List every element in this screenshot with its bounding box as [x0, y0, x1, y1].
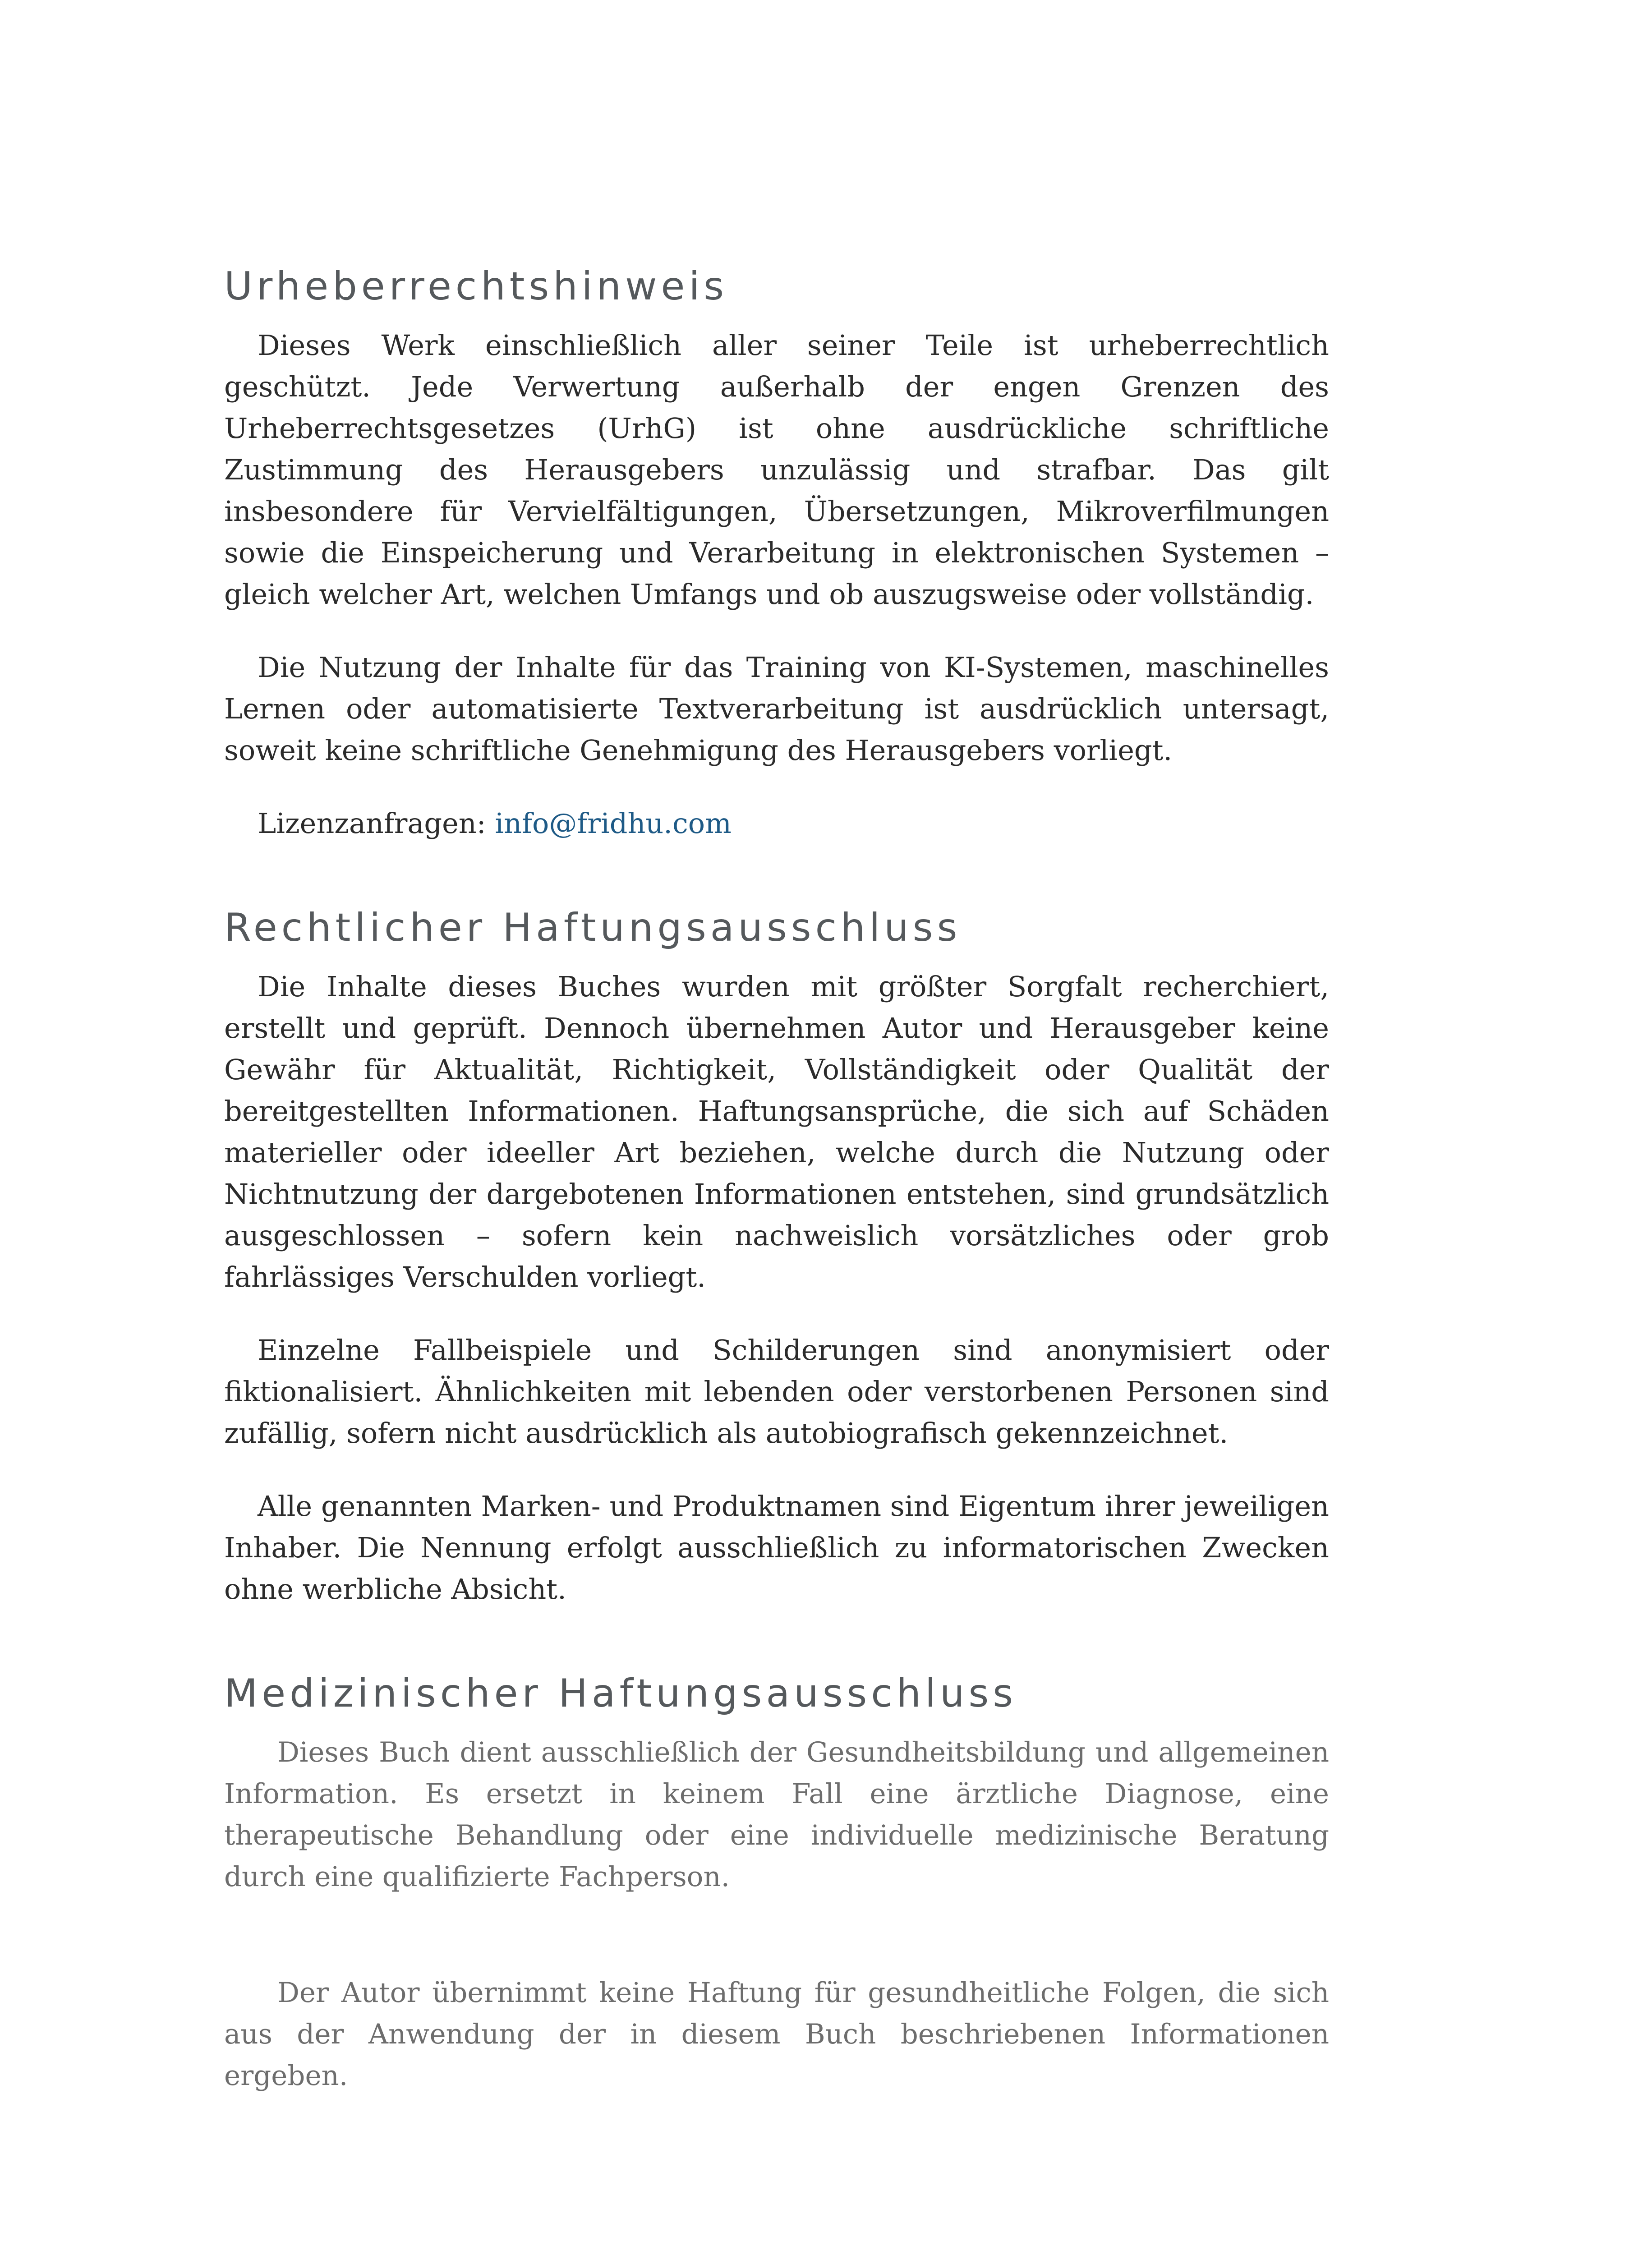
copyright-paragraph-1: Dieses Werk einschließlich aller seiner Teile ist urheberrechtlich geschützt. Jede Verwertung außerhalb der engen Grenzen des Urheberrechtsgesetzes (UrhG) ist ohne ausdrückliche schriftliche Zustimmung des Herausgebers unzulässig und strafbar. Das gilt insbesondere für Vervielfältigungen, Übersetzungen, Mikroverfilmungen sowie die Einspeicherung und Verarbeitung in elektronischen Systemen – gleich welcher Art, welchen Umfangs und ob auszugsweise oder vollständig. [224, 329, 1329, 611]
legal-paragraph-1: Die Inhalte dieses Buches wurden mit größter Sorgfalt recherchiert, erstellt und geprüft. Dennoch übernehmen Autor und Herausgeber keine Gewähr für Aktualität, Richtigkeit, Vollständigkeit oder Qualität der bereitgestellten Informationen. Haftungsansprüche, die sich auf Schäden materieller oder ideeller Art beziehen, welche durch die Nutzung oder Nichtnutzung der dargebotenen Informationen entstehen, sind grundsätzlich ausgeschlossen – sofern kein nachweislich vorsätzliches oder grob fahrlässiges Verschulden vorliegt. [224, 970, 1329, 1293]
legal-paragraph-3: Alle genannten Marken- und Produktnamen sind Eigentum ihrer jeweiligen Inhaber. Die Nennung erfolgt ausschließlich zu informatorischen Zwecken ohne werbliche Absicht. [224, 1490, 1329, 1606]
section-heading-copyright: Urheberrechtshinweis [224, 264, 728, 309]
copyright-paragraph-2: Die Nutzung der Inhalte für das Training von KI-Systemen, maschinelles Lernen oder automatisierte Textverarbeitung ist ausdrücklich untersagt, soweit keine schriftliche Genehmigung des Herausgebers vorliegt. [224, 651, 1329, 767]
license-email-link[interactable]: info@fridhu.com [495, 807, 732, 840]
medical-paragraph-2: Der Autor übernimmt keine Haftung für gesundheitliche Folgen, die sich aus der Anwendung der in diesem Buch beschriebenen Informationen ergeben. [224, 1977, 1329, 2092]
section-heading-legal-disclaimer: Rechtlicher Haftungsausschluss [224, 905, 962, 950]
section-heading-medical-disclaimer: Medizinischer Haftungsausschluss [224, 1671, 1017, 1716]
medical-paragraph-1: Dieses Buch dient ausschließlich der Gesundheitsbildung und allgemeinen Information. Es ersetzt in keinem Fall eine ärztliche Diagnose, eine therapeutische Behandlung oder eine individuelle medizinische Beratung durch eine qualifizierte Fachperson. [224, 1736, 1329, 1893]
document-page [224, 262, 1329, 2097]
license-inquiry-label: Lizenzanfragen: [258, 807, 495, 840]
license-inquiry-line [224, 803, 1329, 844]
legal-paragraph-2: Einzelne Fallbeispiele und Schilderungen sind anonymisiert oder fiktionalisiert. Ähnlichkeiten mit lebenden oder verstorbenen Personen sind zufällig, sofern nicht ausdrücklich als autobiografisch gekennzeichnet. [224, 1334, 1329, 1450]
